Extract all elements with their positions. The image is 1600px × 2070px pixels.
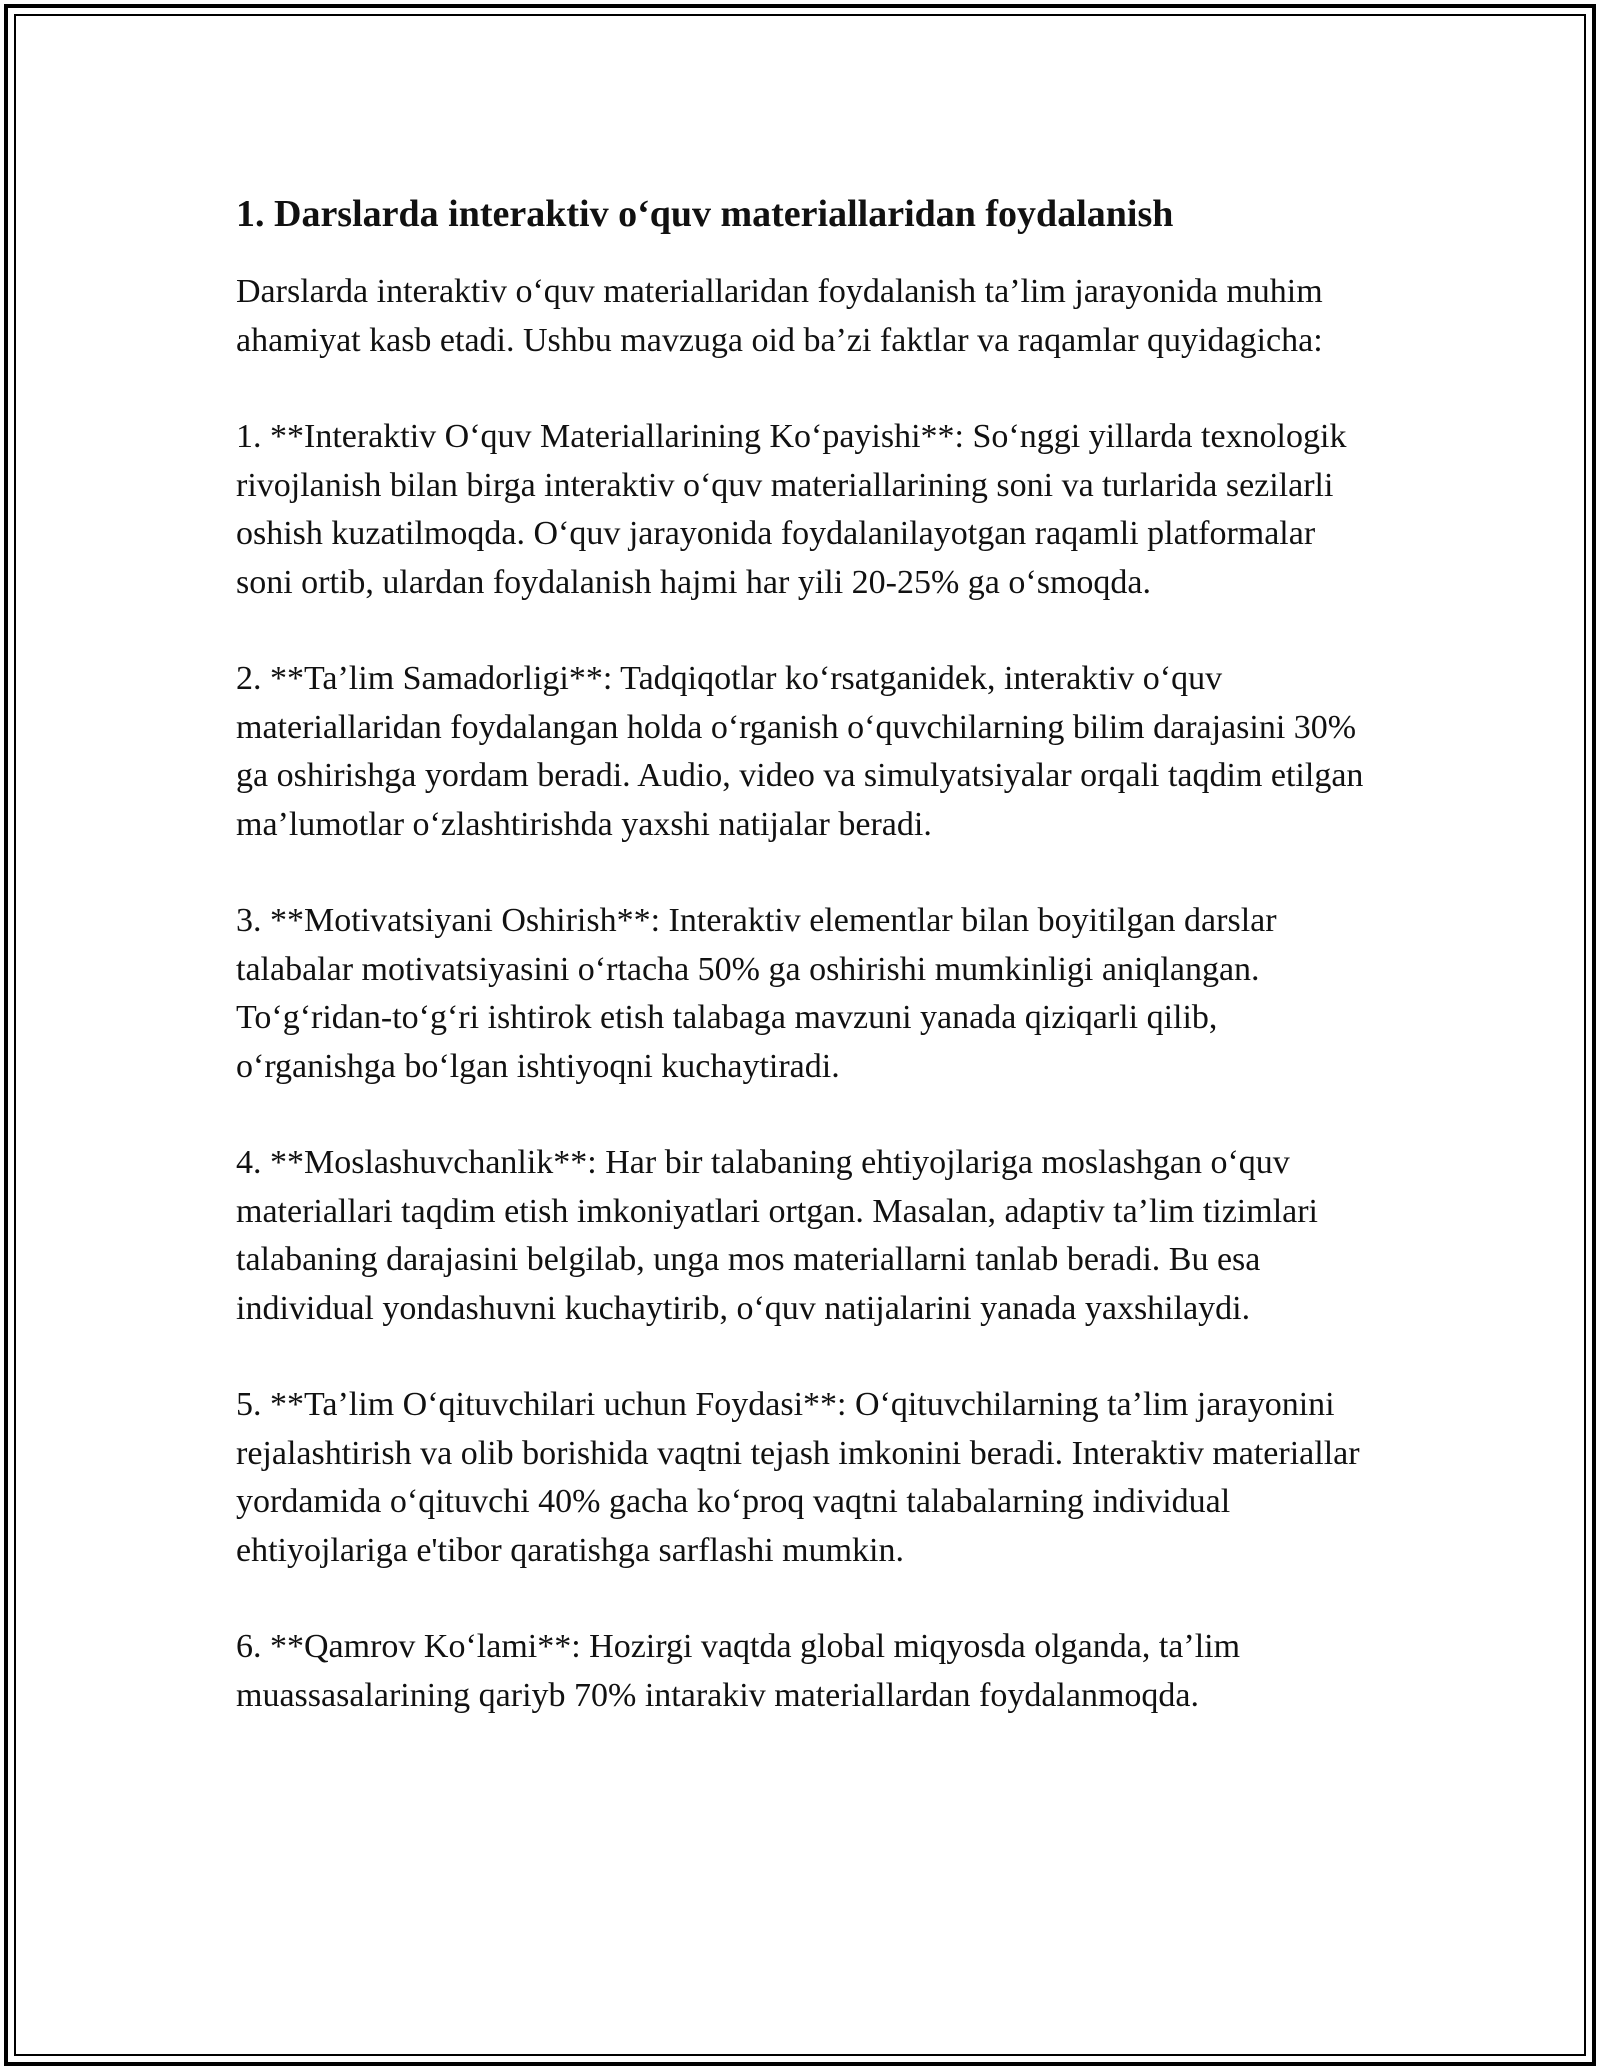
document-heading: 1. Darslarda interaktiv o‘quv materiallaridan foydalanish [236,193,1174,235]
list-item-1: 1. **Interaktiv O‘quv Materiallarining Ko‘payishi**: So‘nggi yillarda texnologik rivojlanish bilan birga interaktiv o‘quv materiallarining soni va turlarida sezilarli oshish kuzatilmoqda. O‘quv jarayonida foydalanilayotgan raqamli platformalar soni ortib, ulardan foydalanish hajmi har yili 20-25% ga o‘smoqda. [236,418,1347,601]
list-item-5: 5. **Ta’lim O‘qituvchilari uchun Foydasi**: O‘qituvchilarning ta’lim jarayonini rejalashtirish va olib borishida vaqtni tejash imkonini beradi. Interaktiv materiallar yordamida o‘qituvchi 40% gacha ko‘proq vaqtni talabalarning individual ehtiyojlariga e'tibor qaratishga sarflashi mumkin. [236,1386,1360,1569]
list-item-2: 2. **Ta’lim Samadorligi**: Tadqiqotlar ko‘rsatganidek, interaktiv o‘quv materiallaridan foydalangan holda o‘rganish o‘quvchilarning bilim darajasini 30% ga oshirishga yordam beradi. Audio, video va simulyatsiyalar orqali taqdim etilgan ma’lumotlar o‘zlashtirishda yaxshi natijalar beradi. [236,660,1364,843]
document-body [236,188,1376,1768]
list-item-6: 6. **Qamrov Ko‘lami**: Hozirgi vaqtda global miqyosda olganda, ta’lim muassasalarining qariyb 70% intarakiv materiallardan foydalanmoqda. [236,1628,1241,1714]
intro-paragraph: Darslarda interaktiv o‘quv materiallaridan foydalanish ta’lim jarayonida muhim ahamiyat kasb etadi. Ushbu mavzuga oid ba’zi faktlar va raqamlar quyidagicha: [236,273,1323,359]
list-item-4: 4. **Moslashuvchanlik**: Har bir talabaning ehtiyojlariga moslashgan o‘quv materiallari taqdim etish imkoniyatlari ortgan. Masalan, adaptiv ta’lim tizimlari talabaning darajasini belgilab, unga mos materiallarni tanlab beradi. Bu esa individual yondashuvni kuchaytirib, o‘quv natijalarini yanada yaxshilaydi. [236,1144,1319,1327]
list-item-3: 3. **Motivatsiyani Oshirish**: Interaktiv elementlar bilan boyitilgan darslar talabalar motivatsiyasini o‘rtacha 50% ga oshirishi mumkinligi aniqlangan. To‘g‘ridan-to‘g‘ri ishtirok etish talabaga mavzuni yanada qiziqarli qilib, o‘rganishga bo‘lgan ishtiyoqni kuchaytiradi. [236,902,1277,1085]
